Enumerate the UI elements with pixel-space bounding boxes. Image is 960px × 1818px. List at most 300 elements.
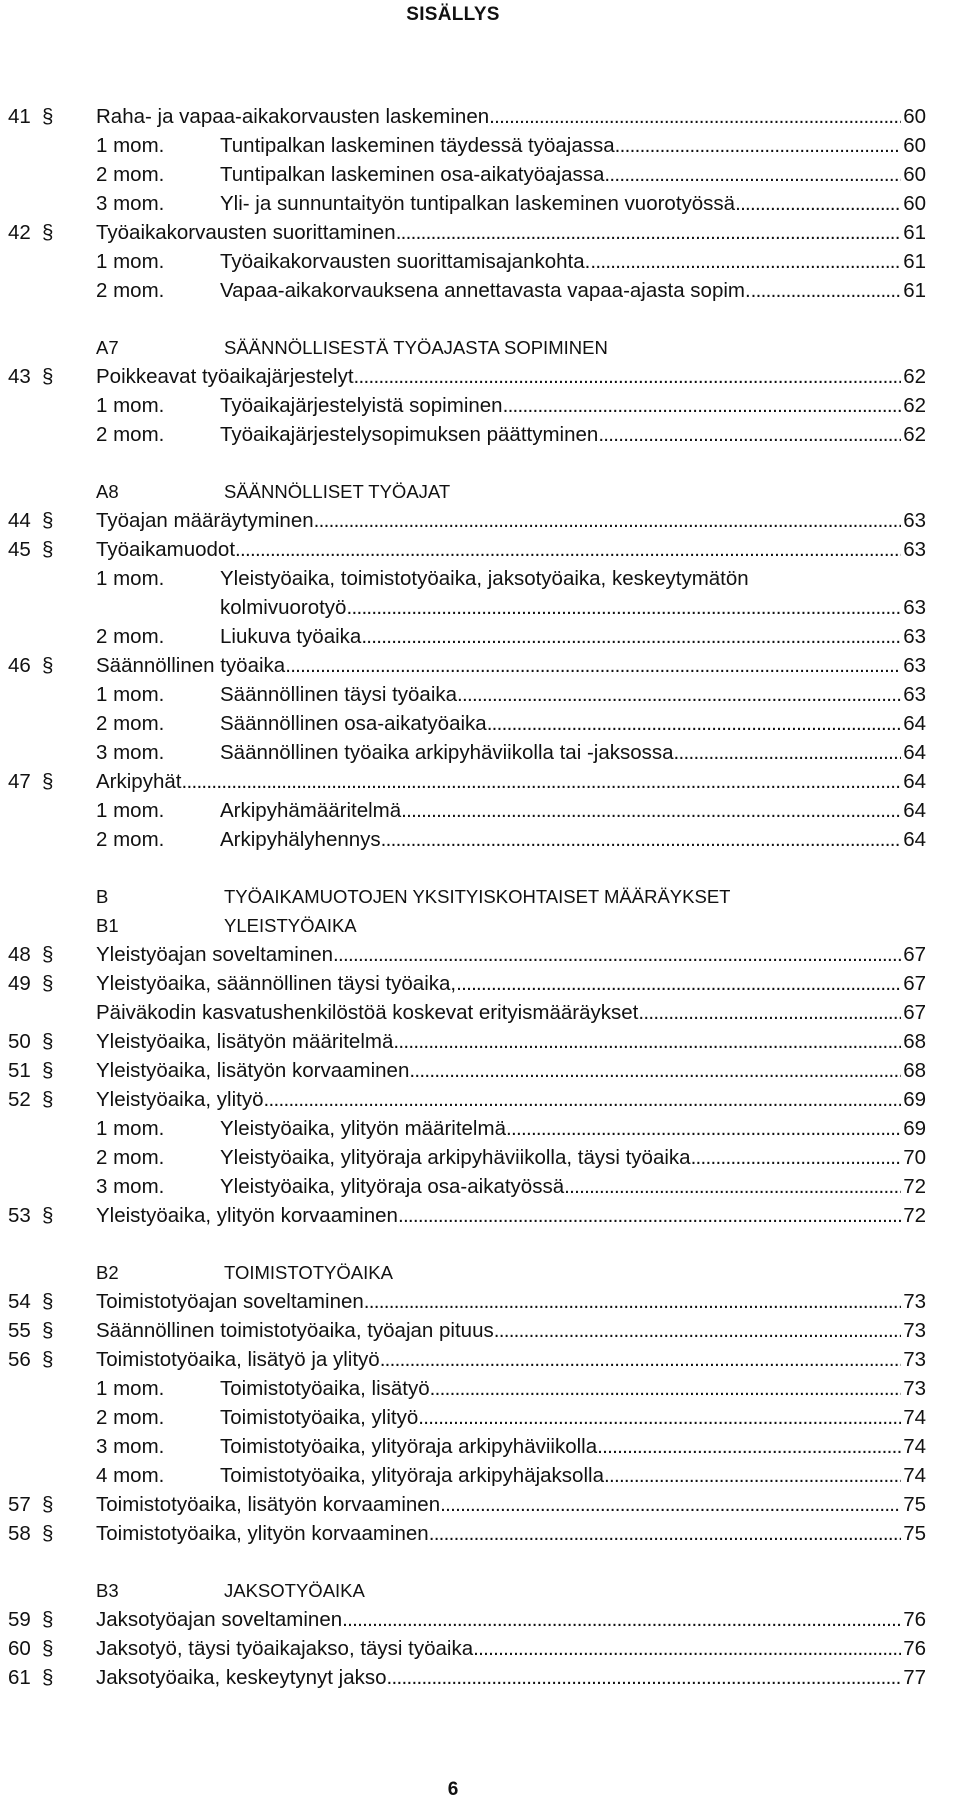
entry-page: 60 [903, 134, 926, 157]
entry-page: 64 [903, 828, 926, 851]
entry-title: Yleistyöaika, toimistotyöaika, jaksotyöaika, keskeytymätön [220, 567, 749, 590]
section-code: B [96, 886, 109, 907]
toc-entry-line [220, 1114, 926, 1143]
leader-dots [396, 218, 902, 247]
entry-title: Yli- ja sunnuntaityön tuntipalkan laskeminen vuorotyössä [220, 192, 736, 215]
entry-title: Yleistyöaika, ylityöraja osa-aikatyössä [220, 1175, 565, 1198]
toc-entry [0, 535, 960, 564]
toc-entry [0, 1605, 960, 1634]
leader-dots [615, 131, 902, 160]
entry-page: 60 [903, 192, 926, 215]
toc-entry [0, 940, 960, 969]
entry-page: 75 [903, 1493, 926, 1516]
moment-label: 1 mom. [96, 567, 165, 590]
section-heading [0, 882, 960, 911]
entry-page: 62 [903, 423, 926, 446]
toc-entry-line [96, 767, 926, 796]
section-sign: § [42, 1522, 54, 1545]
leader-dots [235, 535, 901, 564]
leader-dots [181, 767, 901, 796]
section-sign: § [42, 1608, 54, 1631]
section-heading-title: SÄÄNNÖLLISET TYÖAJAT [224, 481, 451, 502]
section-spacer [0, 449, 960, 477]
entry-title: Työaikajärjestelysopimuksen päättyminen [220, 423, 599, 446]
paragraph-number: 57 [8, 1493, 31, 1516]
toc-entry-line [96, 1287, 926, 1316]
toc-entry-line [96, 218, 926, 247]
toc-entry [0, 1663, 960, 1692]
entry-title: Toimistotyöaika, lisätyön korvaaminen [96, 1493, 441, 1516]
toc-entry-line [220, 1374, 926, 1403]
entry-title: Yleistyöaika, ylityöraja arkipyhäviikolla, täysi työaika [220, 1146, 691, 1169]
toc-entry [0, 1316, 960, 1345]
section-heading-title: TOIMISTOTYÖAIKA [224, 1262, 393, 1283]
entry-page: 74 [903, 1406, 926, 1429]
entry-page: 60 [903, 163, 926, 186]
toc-entry [0, 1345, 960, 1374]
entry-page: 62 [903, 365, 926, 388]
toc-entry-line [220, 593, 926, 622]
toc-entry-line [220, 709, 926, 738]
toc-entry [0, 1201, 960, 1230]
leader-dots [506, 1114, 901, 1143]
toc-entry-line [96, 1605, 926, 1634]
toc-entry [0, 1114, 960, 1143]
entry-title: Toimistotyöaika, lisätyö ja ylityö [96, 1348, 380, 1371]
leader-dots [503, 391, 902, 420]
section-sign: § [42, 365, 54, 388]
moment-label: 1 mom. [96, 394, 165, 417]
table-of-contents [0, 102, 960, 1692]
entry-title: Säännöllinen työaika arkipyhäviikolla tai -jaksossa [220, 741, 674, 764]
entry-title: Arkipyhämääritelmä [220, 799, 402, 822]
section-spacer [0, 1230, 960, 1258]
entry-title: Poikkeavat työaikajärjestelyt [96, 365, 354, 388]
moment-label: 3 mom. [96, 1175, 165, 1198]
toc-entry [0, 564, 960, 593]
section-spacer [0, 305, 960, 333]
section-code: B3 [96, 1580, 119, 1601]
section-sign: § [42, 1030, 54, 1053]
leader-dots [489, 102, 901, 131]
entry-title: Toimistotyöaika, ylityö [220, 1406, 419, 1429]
section-heading-title: TYÖAIKAMUOTOJEN YKSITYISKOHTAISET MÄÄRÄYKSET [224, 886, 731, 907]
entry-title: Työaikajärjestelyistä sopiminen [220, 394, 503, 417]
leader-dots [751, 276, 902, 305]
entry-page: 69 [903, 1088, 926, 1111]
leader-dots [346, 593, 901, 622]
moment-label: 1 mom. [96, 1377, 165, 1400]
section-heading-title: SÄÄNNÖLLISESTÄ TYÖAJASTA SOPIMINEN [224, 337, 608, 358]
toc-entry-line [220, 1461, 926, 1490]
leader-dots [429, 1519, 901, 1548]
leader-dots [590, 247, 901, 276]
entry-title: Yleistyöaika, säännöllinen täysi työaika, [96, 972, 457, 995]
section-sign: § [42, 1666, 54, 1689]
leader-dots [638, 998, 901, 1027]
toc-entry-line [96, 1490, 926, 1519]
moment-label: 2 mom. [96, 712, 165, 735]
toc-entry [0, 1056, 960, 1085]
entry-page: 76 [903, 1608, 926, 1631]
section-sign: § [42, 1088, 54, 1111]
leader-dots [604, 1461, 901, 1490]
paragraph-number: 54 [8, 1290, 31, 1313]
moment-label: 3 mom. [96, 741, 165, 764]
toc-entry-line [220, 160, 926, 189]
entry-title: Työaikamuodot [96, 538, 236, 561]
section-sign: § [42, 1348, 54, 1371]
entry-title: Arkipyhälyhennys [220, 828, 381, 851]
toc-entry-line [96, 969, 926, 998]
section-sign: § [42, 1319, 54, 1342]
paragraph-number: 56 [8, 1348, 31, 1371]
toc-entry-line [96, 1316, 926, 1345]
section-spacer [0, 1548, 960, 1576]
toc-entry-line [96, 651, 926, 680]
entry-page: 74 [903, 1435, 926, 1458]
page-title: SISÄLLYS [406, 4, 500, 25]
entry-title: Toimistotyöajan soveltaminen [96, 1290, 364, 1313]
moment-label: 2 mom. [96, 423, 165, 446]
entry-title: Työaikakorvausten suorittaminen [96, 221, 396, 244]
toc-entry [0, 709, 960, 738]
entry-page: 64 [903, 799, 926, 822]
section-heading [0, 1258, 960, 1287]
toc-entry [0, 276, 960, 305]
toc-entry [0, 998, 960, 1027]
toc-entry-line [220, 1143, 926, 1172]
entry-title: Toimistotyöaika, lisätyö [220, 1377, 430, 1400]
toc-entry-line [220, 1403, 926, 1432]
page-number: 6 [447, 1779, 459, 1800]
section-code: A7 [96, 337, 119, 358]
section-sign: § [42, 770, 54, 793]
section-sign: § [42, 538, 54, 561]
toc-entry [0, 362, 960, 391]
entry-page: 63 [903, 509, 926, 532]
leader-dots [604, 160, 901, 189]
section-sign: § [42, 1204, 54, 1227]
entry-title: Yleistyöaika, ylityö [96, 1088, 264, 1111]
leader-dots [735, 189, 901, 218]
entry-page: 75 [903, 1522, 926, 1545]
section-sign: § [42, 105, 54, 128]
leader-dots [398, 1201, 901, 1230]
toc-entry [0, 651, 960, 680]
toc-entry [0, 1374, 960, 1403]
entry-page: 60 [903, 105, 926, 128]
entry-page: 64 [903, 741, 926, 764]
toc-entry [0, 1172, 960, 1201]
toc-entry [0, 738, 960, 767]
entry-page: 77 [903, 1666, 926, 1689]
toc-entry [0, 189, 960, 218]
entry-page: 67 [903, 943, 926, 966]
moment-label: 1 mom. [96, 1117, 165, 1140]
entry-title: Työajan määräytyminen [96, 509, 314, 532]
moment-label: 1 mom. [96, 250, 165, 273]
leader-dots [430, 1374, 902, 1403]
entry-page: 64 [903, 770, 926, 793]
paragraph-number: 41 [8, 105, 31, 128]
entry-page: 63 [903, 625, 926, 648]
toc-entry-line [96, 1201, 926, 1230]
toc-entry [0, 1634, 960, 1663]
leader-dots [598, 420, 901, 449]
moment-label: 1 mom. [96, 683, 165, 706]
toc-entry [0, 247, 960, 276]
toc-entry [0, 622, 960, 651]
toc-entry [0, 1143, 960, 1172]
toc-entry-line [96, 1663, 926, 1692]
toc-entry-line [220, 825, 926, 854]
leader-dots [361, 622, 901, 651]
toc-entry [0, 391, 960, 420]
toc-entry-line [96, 1085, 926, 1114]
toc-entry [0, 102, 960, 131]
toc-entry-line [96, 362, 926, 391]
leader-dots [333, 940, 901, 969]
leader-dots [381, 825, 902, 854]
paragraph-number: 53 [8, 1204, 31, 1227]
toc-entry [0, 796, 960, 825]
toc-entry [0, 1461, 960, 1490]
toc-entry-line [220, 131, 926, 160]
section-heading [0, 477, 960, 506]
toc-entry [0, 1027, 960, 1056]
entry-page: 73 [903, 1319, 926, 1342]
entry-page: 64 [903, 712, 926, 735]
toc-entry [0, 825, 960, 854]
entry-page: 72 [903, 1175, 926, 1198]
entry-title: Yleistyöaika, ylityön korvaaminen [96, 1204, 398, 1227]
entry-title: Työaikakorvausten suorittamisajankohta. [220, 250, 591, 273]
entry-page: 63 [903, 596, 926, 619]
leader-dots [691, 1143, 902, 1172]
leader-dots [418, 1403, 901, 1432]
toc-entry-line [96, 535, 926, 564]
entry-title: Säännöllinen täysi työaika [220, 683, 458, 706]
leader-dots [473, 1634, 901, 1663]
entry-page: 73 [903, 1348, 926, 1371]
entry-page: 63 [903, 654, 926, 677]
entry-page: 63 [903, 683, 926, 706]
leader-dots [409, 1056, 901, 1085]
entry-title: Säännöllinen työaika [96, 654, 286, 677]
entry-title: Toimistotyöaika, ylityöraja arkipyhäviikolla [220, 1435, 598, 1458]
leader-dots [487, 709, 902, 738]
section-sign: § [42, 1059, 54, 1082]
entry-title: Vapaa-aikakorvauksena annettavasta vapaa-ajasta sopim. [220, 279, 751, 302]
toc-entry [0, 680, 960, 709]
toc-entry-line [96, 1027, 926, 1056]
leader-dots [597, 1432, 901, 1461]
leader-dots [393, 1027, 901, 1056]
entry-title: Yleistyöaika, lisätyön korvaaminen [96, 1059, 410, 1082]
toc-entry-line [220, 622, 926, 651]
entry-page: 62 [903, 394, 926, 417]
entry-title: Jaksotyöaika, keskeytynyt jakso [96, 1666, 387, 1689]
entry-title: Säännöllinen toimistotyöaika, työajan pituus [96, 1319, 494, 1342]
entry-page: 67 [903, 1001, 926, 1024]
toc-entry-line [220, 276, 926, 305]
entry-title: Yleistyöaika, lisätyön määritelmä [96, 1030, 394, 1053]
entry-page: 76 [903, 1637, 926, 1660]
toc-entry-line [220, 680, 926, 709]
section-sign: § [42, 1493, 54, 1516]
leader-dots [564, 1172, 901, 1201]
entry-title: Tuntipalkan laskeminen osa-aikatyöajassa [220, 163, 605, 186]
entry-title: Arkipyhät [96, 770, 182, 793]
toc-entry-line [96, 940, 926, 969]
entry-page: 69 [903, 1117, 926, 1140]
entry-page: 61 [903, 279, 926, 302]
paragraph-number: 50 [8, 1030, 31, 1053]
section-sign: § [42, 509, 54, 532]
entry-page: 68 [903, 1059, 926, 1082]
entry-page: 73 [903, 1377, 926, 1400]
leader-dots [342, 1605, 901, 1634]
entry-page: 74 [903, 1464, 926, 1487]
leader-dots [494, 1316, 901, 1345]
entry-page: 73 [903, 1290, 926, 1313]
paragraph-number: 51 [8, 1059, 31, 1082]
paragraph-number: 58 [8, 1522, 31, 1545]
leader-dots [674, 738, 902, 767]
paragraph-number: 49 [8, 972, 31, 995]
toc-entry-line [96, 1519, 926, 1548]
moment-label: 2 mom. [96, 625, 165, 648]
toc-entry [0, 1085, 960, 1114]
section-sign: § [42, 972, 54, 995]
entry-title: Yleistyöaika, ylityön määritelmä [220, 1117, 506, 1140]
moment-label: 2 mom. [96, 1146, 165, 1169]
entry-page: 63 [903, 538, 926, 561]
toc-entry-line [96, 998, 926, 1027]
paragraph-number: 52 [8, 1088, 31, 1111]
section-sign: § [42, 943, 54, 966]
toc-entry-line [220, 420, 926, 449]
section-code: A8 [96, 481, 119, 502]
toc-entry [0, 1287, 960, 1316]
entry-page: 68 [903, 1030, 926, 1053]
leader-dots [364, 1287, 901, 1316]
toc-entry [0, 1403, 960, 1432]
leader-dots [387, 1663, 902, 1692]
paragraph-number: 48 [8, 943, 31, 966]
toc-entry [0, 1432, 960, 1461]
toc-entry-line [96, 102, 926, 131]
entry-page: 70 [903, 1146, 926, 1169]
toc-entry [0, 506, 960, 535]
toc-entry-line [96, 506, 926, 535]
toc-entry-line [96, 1345, 926, 1374]
moment-label: 1 mom. [96, 134, 165, 157]
section-heading [0, 333, 960, 362]
entry-title: kolmivuorotyö [220, 596, 347, 619]
toc-entry-line [220, 189, 926, 218]
entry-title: Liukuva työaika [220, 625, 362, 648]
leader-dots [354, 362, 902, 391]
toc-entry-line [220, 247, 926, 276]
paragraph-number: 61 [8, 1666, 31, 1689]
moment-label: 2 mom. [96, 828, 165, 851]
toc-entry [0, 969, 960, 998]
paragraph-number: 55 [8, 1319, 31, 1342]
toc-entry-line [220, 1432, 926, 1461]
toc-entry [0, 420, 960, 449]
entry-title: Toimistotyöaika, ylityöraja arkipyhäjaksolla [220, 1464, 604, 1487]
paragraph-number: 60 [8, 1637, 31, 1660]
toc-entry-line [220, 564, 926, 593]
entry-page: 72 [903, 1204, 926, 1227]
entry-page: 67 [903, 972, 926, 995]
moment-label: 2 mom. [96, 1406, 165, 1429]
paragraph-number: 46 [8, 654, 31, 677]
paragraph-number: 42 [8, 221, 31, 244]
paragraph-number: 47 [8, 770, 31, 793]
moment-label: 1 mom. [96, 799, 165, 822]
entry-title: Päiväkodin kasvatushenkilöstöä koskevat erityismääräykset [96, 1001, 639, 1024]
paragraph-number: 59 [8, 1608, 31, 1631]
section-code: B1 [96, 915, 119, 936]
toc-entry [0, 160, 960, 189]
entry-title: Tuntipalkan laskeminen täydessä työajassa [220, 134, 615, 157]
leader-dots [285, 651, 901, 680]
moment-label: 4 mom. [96, 1464, 165, 1487]
section-sign: § [42, 221, 54, 244]
moment-label: 2 mom. [96, 279, 165, 302]
leader-dots [314, 506, 902, 535]
toc-entry [0, 1519, 960, 1548]
toc-entry [0, 131, 960, 160]
section-sign: § [42, 1637, 54, 1660]
toc-entry-line [220, 391, 926, 420]
toc-entry-line [220, 796, 926, 825]
toc-entry-line [96, 1056, 926, 1085]
leader-dots [457, 680, 901, 709]
section-heading [0, 911, 960, 940]
section-heading-title: YLEISTYÖAIKA [224, 915, 357, 936]
entry-page: 61 [903, 250, 926, 273]
entry-title: Jaksotyö, täysi työaikajakso, täysi työaika [96, 1637, 474, 1660]
moment-label: 3 mom. [96, 1435, 165, 1458]
paragraph-number: 45 [8, 538, 31, 561]
toc-entry [0, 593, 960, 622]
moment-label: 3 mom. [96, 192, 165, 215]
leader-dots [456, 969, 901, 998]
section-heading [0, 1576, 960, 1605]
section-sign: § [42, 1290, 54, 1313]
leader-dots [401, 796, 901, 825]
toc-entry [0, 1490, 960, 1519]
leader-dots [380, 1345, 902, 1374]
section-spacer [0, 854, 960, 882]
toc-entry-line [220, 1172, 926, 1201]
toc-entry-line [96, 1634, 926, 1663]
entry-title: Toimistotyöaika, ylityön korvaaminen [96, 1522, 429, 1545]
toc-entry [0, 218, 960, 247]
section-sign: § [42, 654, 54, 677]
leader-dots [263, 1085, 901, 1114]
toc-entry [0, 767, 960, 796]
entry-title: Jaksotyöajan soveltaminen [96, 1608, 343, 1631]
paragraph-number: 43 [8, 365, 31, 388]
toc-entry-line [220, 738, 926, 767]
paragraph-number: 44 [8, 509, 31, 532]
entry-title: Säännöllinen osa-aikatyöaika [220, 712, 487, 735]
